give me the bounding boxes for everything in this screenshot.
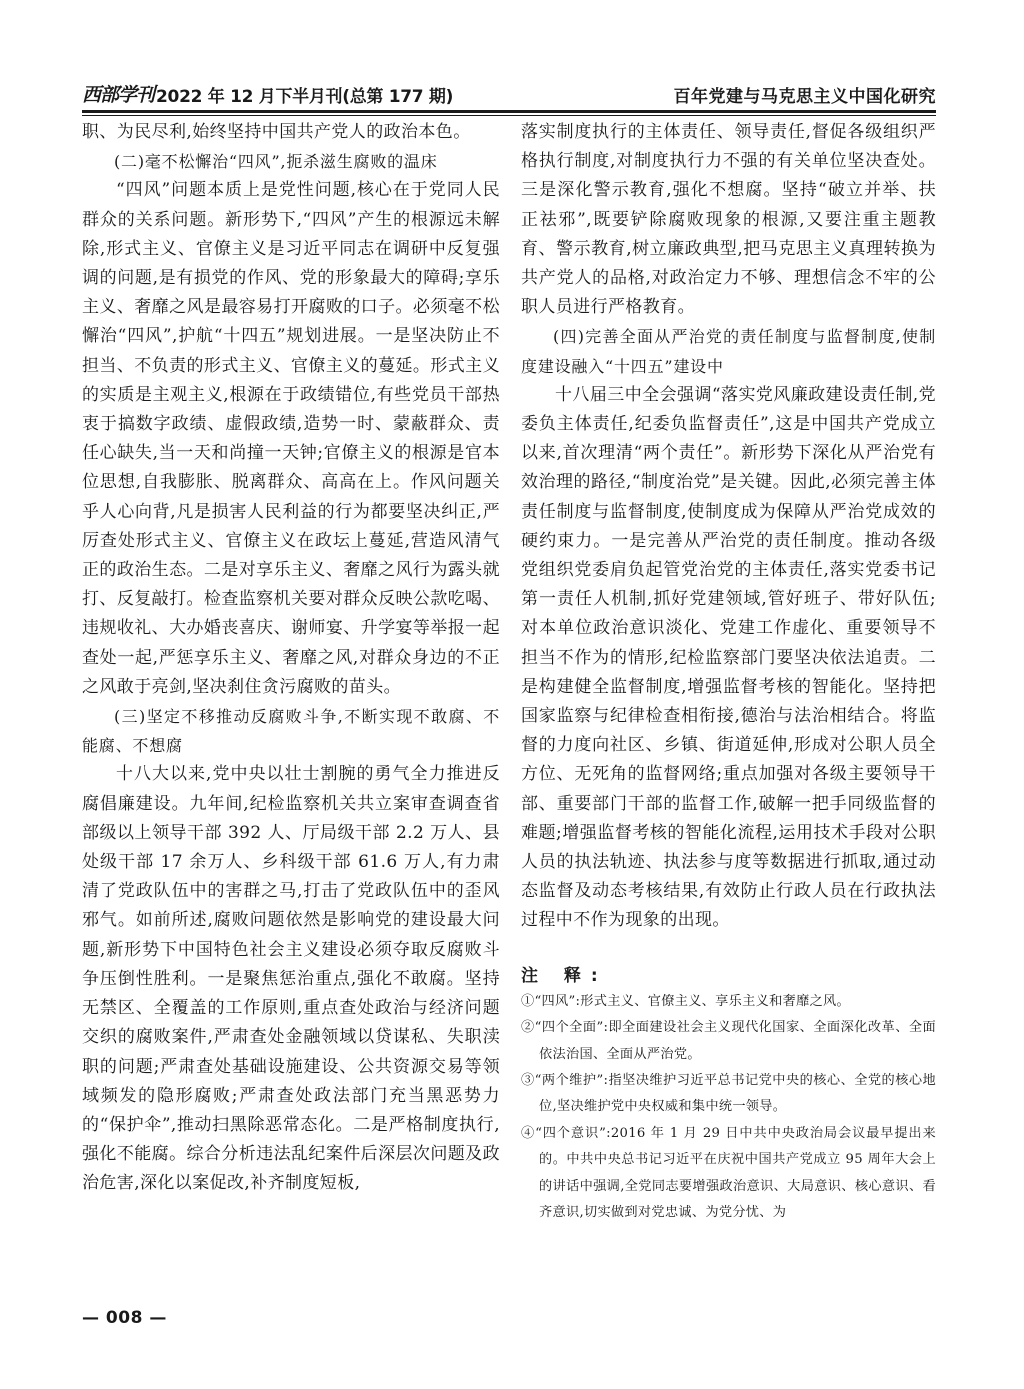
footnote: ③“两个维护”:指坚决维护习近平总书记党中央的核心、全党的核心地位,坚决维护党中央权威和集中统一领导。 (521, 1072, 936, 1115)
section-heading: (三)坚定不移推动反腐败斗争,不断实现不敢腐、不能腐、不想腐 (82, 707, 500, 756)
issue-info: 2022 年 12 月下半月刊(总第 177 期) (156, 87, 454, 107)
running-header (82, 73, 936, 107)
paragraph: “四风”问题本质上是党性问题,核心在于党同人民群众的关系问题。新形势下,“四风”产生的根源远未解除,形式主义、官僚主义是习近平同志在调研中反复强调的问题,是有损党的作风、党的形象最大的障碍;享乐主义、奢靡之风是最容易打开腐败的口子。必须毫不松懈治“四风”,护航“十四五”规划进展。一是坚决防止不担当、不负责的形式主义、官僚主义的蔓延。形式主义的实质是主观主义,根源在于政绩错位,有些党员干部热衷于搞数字政绩、虚假政绩,造势一时、蒙蔽群众、责任心缺失,当一天和尚撞一天钟;官僚主义的根源是官本位思想,自我膨胀、脱离群众、高高在上。作风问题关乎人心向背,凡是损害人民利益的行为都要坚决纠正,严厉查处形式主义、官僚主义在政坛上蔓延,营造风清气正的政治生态。二是对享乐主义、奢靡之风行为露头就打、反复敲打。检查监察机关要对群众反映公款吃喝、违规收礼、大办婚丧喜庆、谢师宴、升学宴等举报一起查处一起,严惩享乐主义、奢靡之风,对群众身边的不正之风敢于亮剑,坚决刹住贪污腐败的苗头。 (82, 180, 500, 697)
paragraph: 十八届三中全会强调“落实党风廉政建设责任制,党委负主体责任,纪委负监督责任”,这是中国共产党成立以来,首次理清“两个责任”。新形势下深化从严治党有效治理的路径,“制度治党”是关键。因此,必须完善主体责任制度与监督制度,使制度成为保障从严治党成效的硬约束力。一是完善从严治党的责任制度。推动各级党组织党委肩负起管党治党的主体责任,落实党委书记第一责任人机制,抓好党建领域,管好班子、带好队伍;对本单位政治意识淡化、党建工作虚化、重要领导不担当不作为的情形,纪检监察部门要坚决依法追责。二是构建健全监督制度,增强监督考核的智能化。坚持把国家监察与纪律检查相衔接,德治与法治相结合。将监督的力度向社区、乡镇、街道延伸,形成对公职人员全方位、无死角的监督网络;重点加强对各级主要领导干部、重要部门干部的监督工作,破解一把手同级监督的难题;增强监督考核的智能化流程,运用技术手段对公职人员的执法轨迹、执法参与度等数据进行抓取,通过动态监督及动态考核结果,有效防止行政人员在行政执法过程中不作为现象的出现。 (521, 384, 936, 931)
journal-logo: 西部学刊 (82, 84, 155, 106)
footnote: ①“四风”:形式主义、官僚主义、享乐主义和奢靡之风。 (521, 993, 851, 1009)
section-heading: (二)毫不松懈治“四风”,扼杀滋生腐败的温床 (114, 152, 438, 172)
notes-heading: 注 释: (521, 965, 608, 986)
paragraph: 落实制度执行的主体责任、领导责任,督促各级组织严格执行制度,对制度执行力不强的有关单位坚决查处。三是深化警示教育,强化不想腐。坚持“破立并举、扶正祛邪”,既要铲除腐败现象的根源,又要注重主题教育、警示教育,树立廉政典型,把马克思主义真理转换为共产党人的品格,对政治定力不够、理想信念不牢的公职人员进行严格教育。 (521, 122, 936, 318)
section-heading: (四)完善全面从严治党的责任制度与监督制度,使制度建设融入“十四五”建设中 (521, 327, 936, 376)
section-title: 百年党建与马克思主义中国化研究 (673, 87, 936, 107)
header-rule-thin (82, 115, 936, 116)
paragraph: 职、为民尽利,始终坚持中国共产党人的政治本色。 (82, 122, 471, 142)
header-rule-thick (82, 110, 936, 113)
right-column (521, 118, 936, 1226)
left-column (82, 118, 500, 1199)
paragraph: 十八大以来,党中央以壮士割腕的勇气全力推进反腐倡廉建设。九年间,纪检监察机关共立案审查调查省部级以上领导干部 392 人、厅局级干部 2.2 万人、县处级干部 17 余万人、乡科级干部 61.6 万人,有力肃清了党政队伍中的害群之马,打击了党政队伍中的歪风邪气。如前所述,腐败问题依然是影响党的建设最大问题,新形势下中国特色社会主义建设必须夺取反腐败斗争压倒性胜利。一是聚焦惩治重点,强化不敢腐。坚持无禁区、全覆盖的工作原则,重点查处政治与经济问题交织的腐败案件,严肃查处金融领域以贷谋私、失职渎职的问题;严肃查处基础设施建设、公共资源交易等领域频发的隐形腐败;严肃查处政法部门充当黑恶势力的“保护伞”,推动扫黑除恶常态化。二是严格制度执行,强化不能腐。综合分析违法乱纪案件后深层次问题及政治危害,深化以案促改,补齐制度短板, (82, 764, 500, 1194)
header-left (82, 80, 453, 107)
footnote: ④“四个意识”:2016 年 1 月 29 日中共中央政治局会议最早提出来的。中共中央总书记习近平在庆祝中国共产党成立 95 周年大会上的讲话中强调,全党同志要增强政治意识、大局意识、核心意识、看齐意识,切实做到对党忠诚、为党分忧、为 (521, 1125, 936, 1220)
footnote: ②“四个全面”:即全面建设社会主义现代化国家、全面深化改革、全面依法治国、全面从严治党。 (521, 1020, 936, 1062)
page-number: — 008 — (82, 1308, 167, 1328)
